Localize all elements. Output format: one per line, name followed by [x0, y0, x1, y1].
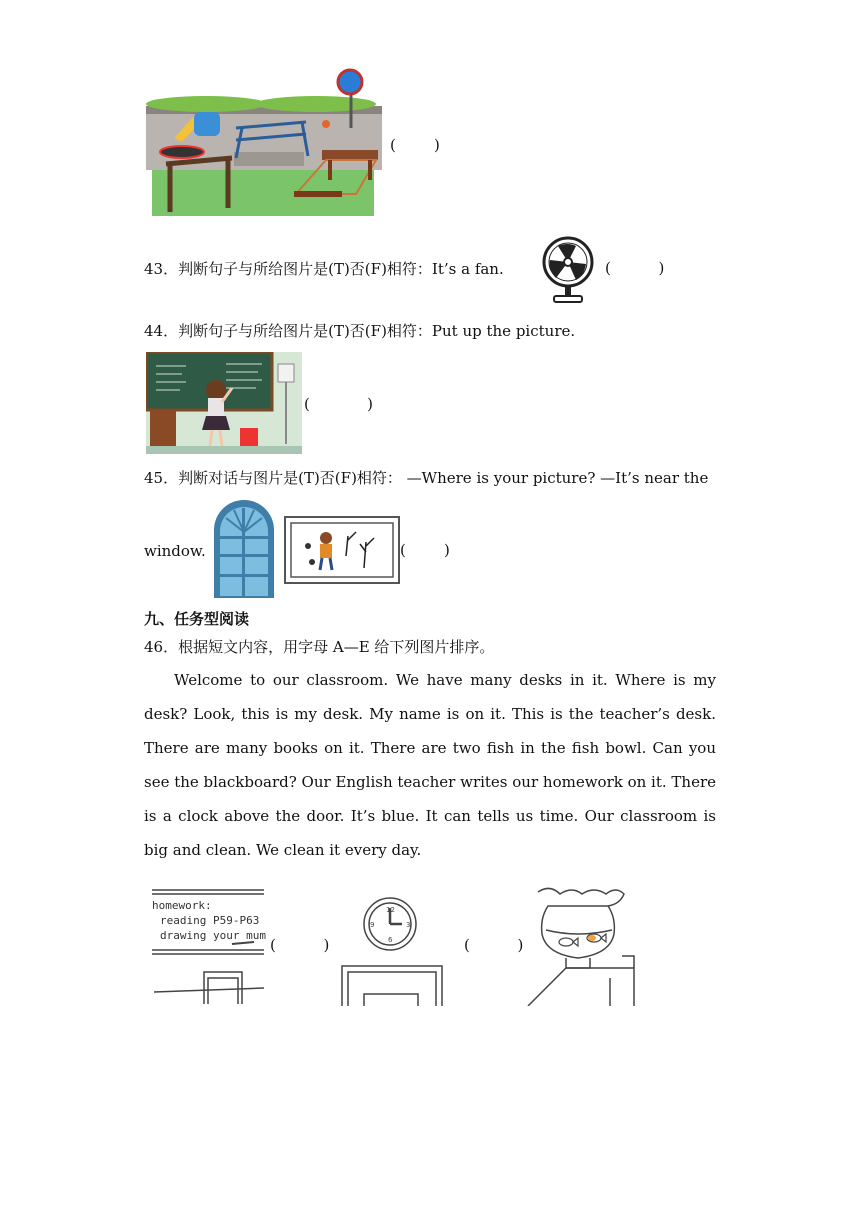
answer-blank-q45[interactable]: ( )	[400, 541, 450, 559]
playground-image	[146, 68, 386, 218]
answer-blank-q42[interactable]: ( )	[390, 136, 440, 154]
svg-text:3: 3	[406, 921, 411, 929]
svg-text:9: 9	[370, 921, 375, 929]
question-43	[144, 259, 504, 279]
question-text: 判断句子与所给图片是(T)否(F)相符：Put up the picture.	[178, 322, 576, 340]
answer-blank-1[interactable]: ( )	[270, 936, 330, 954]
fishbowl-sketch	[526, 882, 638, 1006]
homework-label: homework:	[152, 899, 212, 912]
question-45	[144, 468, 708, 488]
question-45-continued: window.	[144, 542, 206, 560]
answer-blank-2[interactable]: ( )	[464, 936, 524, 954]
section-title: 九、任务型阅读	[144, 610, 250, 628]
clock-door-sketch	[340, 894, 446, 1006]
question-44	[144, 321, 575, 341]
svg-text:6: 6	[388, 936, 393, 944]
homework-line: drawing your mum	[160, 929, 266, 942]
question-number: 44．	[144, 322, 179, 340]
question-number: 46．	[144, 638, 179, 656]
window-image	[212, 498, 276, 600]
homework-line: reading P59-P63	[160, 914, 260, 927]
question-text: 判断句子与所给图片是(T)否(F)相符：It’s a fan.	[178, 260, 504, 278]
question-number: 45．	[144, 469, 179, 487]
question-text: 判断对话与图片是(T)否(F)相符： —Where is your picture? —It’s near the	[178, 469, 709, 487]
fan-image	[538, 234, 598, 306]
homework-text	[152, 898, 266, 943]
reading-passage	[144, 663, 716, 867]
question-46	[144, 637, 494, 657]
svg-text:12: 12	[386, 906, 395, 914]
answer-blank-q44[interactable]: ( )	[304, 395, 373, 413]
answer-blank-q43[interactable]: ( )	[605, 259, 665, 277]
passage-text: Welcome to our classroom. We have many desks in it. Where is my desk? Look, this is my desk. My name is on it. This is the teacher’s desk. There are many books on it. There are two fish in the fish bowl. Can you see the blackboard? Our English teacher writes our homework on it. There is a clock above the door. It’s blue. It can tells us time. Our classroom is big and clean. We clean it every day.	[144, 671, 717, 859]
picture-frame-image	[284, 516, 400, 584]
question-text: 根据短文内容，用字母 A—E 给下列图片排序。	[178, 638, 495, 656]
question-number: 43．	[144, 260, 179, 278]
classroom-girl-image	[146, 352, 302, 454]
blackboard-sketch	[150, 884, 266, 1006]
